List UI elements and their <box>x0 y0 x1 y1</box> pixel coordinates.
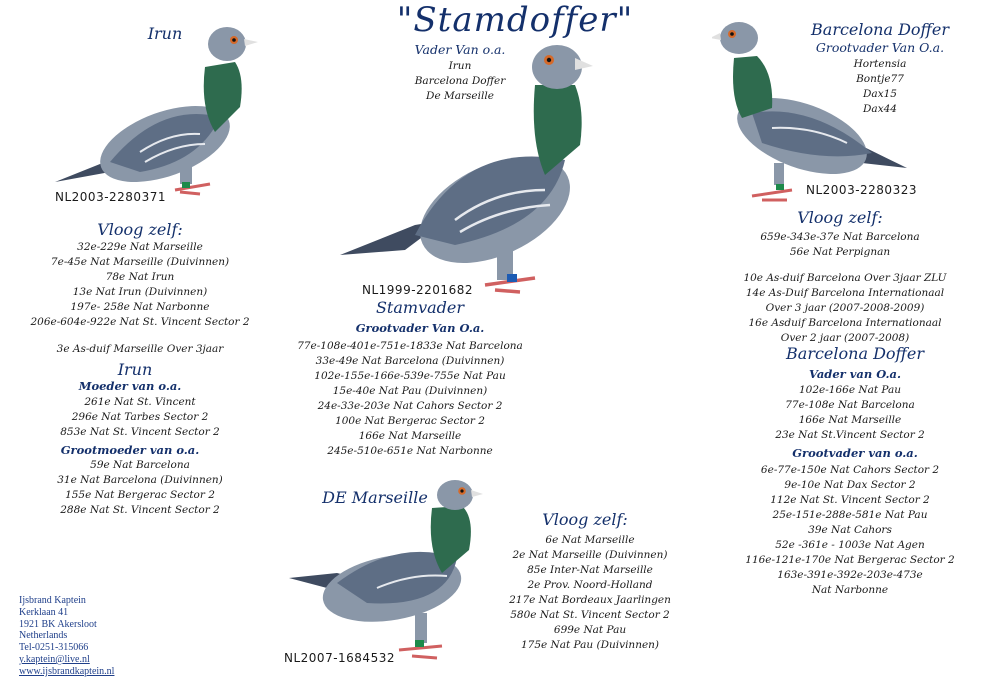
contact-name: Ijsbrand Kaptein <box>19 595 86 606</box>
right-grootvader2-result: 52e -361e - 1003e Nat Agen <box>775 539 925 551</box>
contact-block <box>19 595 114 678</box>
left-grootmoeder-result: 59e Nat Barcelona <box>90 459 190 471</box>
right-as-duif: Over 3 jaar (2007-2008-2009) <box>765 302 925 314</box>
pigeon-image-de-marseille <box>287 478 487 668</box>
contact-street: Kerklaan 41 <box>19 606 69 618</box>
right-pigeon-name: Barcelona Doffer <box>811 20 949 39</box>
right-grootvader2-result: 39e Nat Cahors <box>808 524 892 536</box>
right-grootvader2-result: 112e Nat St. Vincent Sector 2 <box>770 494 930 506</box>
bottom-result: 2e Prov. Noord-Holland <box>527 579 653 591</box>
contact-email-link[interactable]: y.kaptein@live.nl <box>19 653 90 665</box>
center-result: 245e-510e-651e Nat Narbonne <box>327 445 493 457</box>
right-grootvader-name: Dax15 <box>863 88 897 100</box>
right-grootvader2-title: Grootvader van o.a. <box>792 446 918 460</box>
page-title: "Stamdoffer" <box>396 0 634 40</box>
right-vader-result: 166e Nat Marseille <box>798 414 902 426</box>
right-result: 659e-343e-37e Nat Barcelona <box>760 231 920 243</box>
left-result: 78e Nat Irun <box>105 271 175 283</box>
bottom-result: 6e Nat Marseille <box>545 534 635 546</box>
right-grootvader2-result: 25e-151e-288e-581e Nat Pau <box>772 509 928 521</box>
contact-website-link[interactable]: www.ijsbrandkaptein.nl <box>19 665 115 677</box>
bottom-result: 699e Nat Pau <box>553 624 627 636</box>
left-moeder-result: 853e Nat St. Vincent Sector 2 <box>60 426 220 438</box>
left-result: 7e-45e Nat Marseille (Duivinnen) <box>50 256 230 268</box>
contact-country: Netherlands <box>19 630 68 642</box>
center-result: 77e-108e-401e-751e-1833e Nat Barcelona <box>297 340 523 352</box>
center-ring-number: NL1999-2201682 <box>362 283 473 297</box>
left-grootmoeder-title: Grootmoeder van o.a. <box>60 443 200 457</box>
center-result: 33e-49e Nat Barcelona (Duivinnen) <box>315 355 505 367</box>
center-result: 24e-33e-203e Nat Cahors Sector 2 <box>317 400 503 412</box>
center-result: 100e Nat Bergerac Sector 2 <box>335 415 485 427</box>
center-result: 166e Nat Marseille <box>358 430 462 442</box>
contact-tel: Tel-0251-315066 <box>19 642 89 654</box>
right-vader-result: 102e-166e Nat Pau <box>798 384 902 396</box>
left-extra: 3e As-duif Marseille Over 3jaar <box>56 343 224 355</box>
left-grootmoeder-result: 155e Nat Bergerac Sector 2 <box>65 489 215 501</box>
left-grootmoeder-result: 31e Nat Barcelona (Duivinnen) <box>57 474 223 486</box>
right-as-duif: 10e As-duif Barcelona Over 3jaar ZLU <box>743 272 947 284</box>
left-moeder-result: 261e Nat St. Vincent <box>84 396 196 408</box>
center-vader-name: De Marseille <box>426 90 494 102</box>
bottom-pigeon-name: DE Marseille <box>322 488 428 507</box>
center-vader-name: Barcelona Doffer <box>414 75 506 87</box>
left-sub-title: Irun <box>117 360 153 379</box>
right-grootvader-name: Hortensia <box>853 58 907 70</box>
left-ring-number: NL2003-2280371 <box>55 190 166 204</box>
right-grootvader2-result: 9e-10e Nat Dax Sector 2 <box>784 479 916 491</box>
pigeon-image-irun <box>50 22 260 207</box>
pigeon-image-stamvader <box>335 40 595 300</box>
right-vader-result: 77e-108e Nat Barcelona <box>785 399 915 411</box>
right-grootvader2-result: Nat Narbonne <box>811 584 889 596</box>
right-grootvader2-result: 116e-121e-170e Nat Bergerac Sector 2 <box>745 554 955 566</box>
right-sub-title: Barcelona Doffer <box>786 344 924 363</box>
contact-city: 1921 BK Akersloot <box>19 618 97 630</box>
left-result: 32e-229e Nat Marseille <box>77 241 203 253</box>
right-result: 56e Nat Perpignan <box>789 246 891 258</box>
center-result: 15e-40e Nat Pau (Duivinnen) <box>332 385 488 397</box>
right-as-duif: 16e Asduif Barcelona Internationaal <box>748 317 942 329</box>
left-vloog-title: Vloog zelf: <box>97 220 183 239</box>
bottom-vloog-title: Vloog zelf: <box>542 510 628 529</box>
bottom-result: 2e Nat Marseille (Duivinnen) <box>512 549 668 561</box>
bottom-ring-number: NL2007-1684532 <box>284 651 395 665</box>
left-grootmoeder-result: 288e Nat St. Vincent Sector 2 <box>60 504 220 516</box>
right-ring-number: NL2003-2280323 <box>806 183 917 197</box>
right-vloog-title: Vloog zelf: <box>797 208 883 227</box>
bottom-result: 217e Nat Bordeaux Jaarlingen <box>509 594 671 606</box>
right-as-duif: 14e As-Duif Barcelona Internationaal <box>745 287 945 299</box>
right-grootvader-name: Dax44 <box>863 103 897 115</box>
left-pigeon-name: Irun <box>147 24 183 43</box>
right-grootvader-title: Grootvader Van O.a. <box>815 40 945 55</box>
left-moeder-result: 296e Nat Tarbes Sector 2 <box>71 411 209 423</box>
bottom-result: 85e Inter-Nat Marseille <box>527 564 653 576</box>
center-stamvader-title: Stamvader <box>375 298 465 317</box>
bottom-result: 580e Nat St. Vincent Sector 2 <box>510 609 670 621</box>
center-result: 102e-155e-166e-539e-755e Nat Pau <box>314 370 506 382</box>
left-result: 13e Nat Irun (Duivinnen) <box>72 286 208 298</box>
center-vader-name: Irun <box>448 60 472 72</box>
center-vader-title: Vader Van o.a. <box>414 42 506 57</box>
right-grootvader2-result: 6e-77e-150e Nat Cahors Sector 2 <box>760 464 940 476</box>
bottom-result: 175e Nat Pau (Duivinnen) <box>520 639 660 651</box>
right-as-duif: Over 2 jaar (2007-2008) <box>780 332 910 344</box>
center-grootvader-title: Grootvader Van O.a. <box>355 321 485 335</box>
right-vader-title: Vader van O.a. <box>808 367 902 381</box>
left-moeder-title: Moeder van o.a. <box>78 379 182 393</box>
left-result: 206e-604e-922e Nat St. Vincent Sector 2 <box>30 316 250 328</box>
right-grootvader-name: Bontje77 <box>856 73 904 85</box>
right-vader-result: 23e Nat St.Vincent Sector 2 <box>775 429 925 441</box>
left-result: 197e- 258e Nat Narbonne <box>70 301 210 313</box>
right-grootvader2-result: 163e-391e-392e-203e-473e <box>777 569 923 581</box>
pigeon-image-barcelona-doffer <box>712 18 912 203</box>
